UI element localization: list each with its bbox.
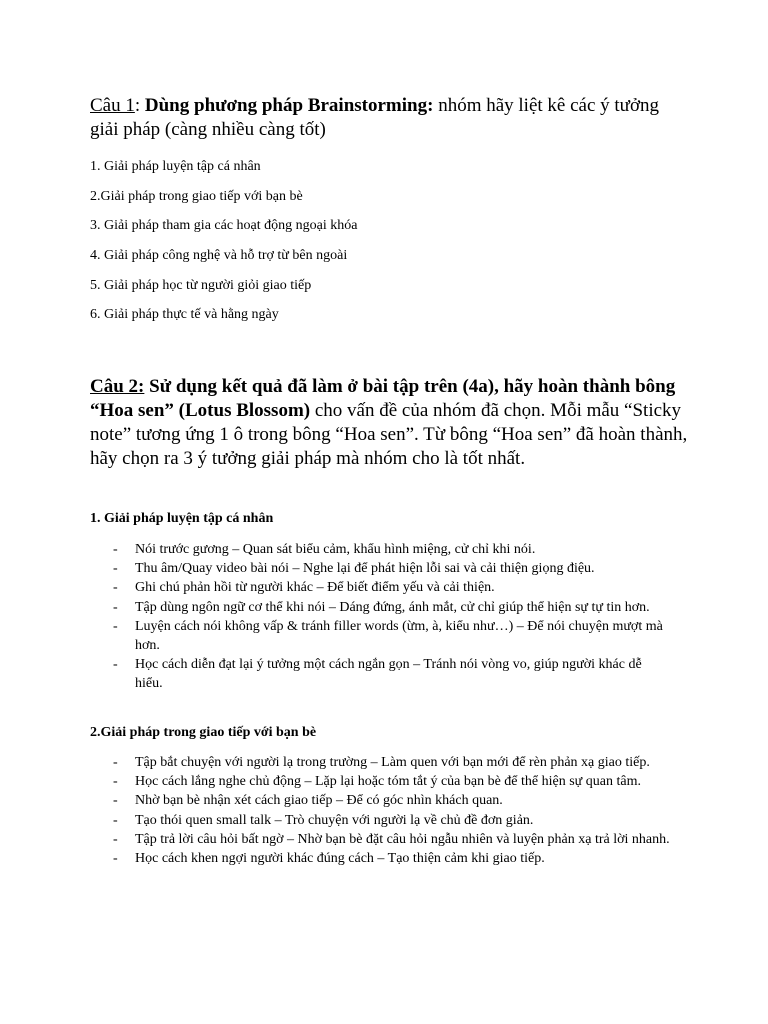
question-2-heading — [90, 375, 690, 471]
bullet-dash: - — [113, 561, 118, 577]
list-item: 1. Giải pháp luyện tập cá nhân — [90, 159, 261, 174]
list-item — [90, 811, 670, 830]
list-item — [90, 753, 670, 772]
question-1-bold-text: Dùng phương pháp Brainstorming: — [144, 95, 434, 116]
question-2-bold-text: Sử dụng kết quả đã làm ở bài tập trên (4a), hãy hoàn thành bông “Hoa sen” (Lotus Blossom) — [90, 376, 676, 421]
bullet-dash: - — [113, 618, 118, 634]
bullet-dash: - — [113, 542, 118, 557]
question-2-label: Câu 2: — [90, 376, 145, 397]
list-item — [90, 655, 670, 693]
section-1-heading: 1. Giải pháp luyện tập cá nhân — [90, 511, 274, 526]
list-item — [90, 830, 670, 849]
list-item: 2.Giải pháp trong giao tiếp với bạn bè — [90, 188, 303, 204]
bullet-dash: - — [113, 599, 118, 615]
list-item: 6. Giải pháp thực tế và hằng ngày — [90, 307, 279, 323]
question-1-heading — [90, 94, 690, 142]
section-1-bullet-list — [90, 540, 670, 694]
section-2-heading: 2.Giải pháp trong giao tiếp với bạn bè — [90, 725, 317, 740]
list-item: 5. Giải pháp học từ người giỏi giao tiếp — [90, 277, 312, 293]
section-2-bullet-list — [90, 753, 670, 868]
bullet-text: Tạo thói quen small talk – Trò chuyện với người lạ về chủ đề đơn giản. — [135, 812, 534, 828]
bullet-text: Thu âm/Quay video bài nói – Nghe lại để phát hiện lỗi sai và cải thiện giọng điệu. — [135, 561, 595, 577]
bullet-text: Nhờ bạn bè nhận xét cách giao tiếp – Để có góc nhìn khách quan. — [135, 793, 503, 809]
bullet-dash: - — [113, 774, 118, 790]
list-item: 3. Giải pháp tham gia các hoạt động ngoại khóa — [90, 218, 358, 234]
bullet-text: Nói trước gương – Quan sát biểu cảm, khẩu hình miệng, cử chỉ khi nói. — [135, 542, 536, 557]
list-item — [90, 772, 670, 791]
bullet-text: Luyện cách nói không vấp & tránh filler words (ừm, à, kiểu như…) – Để nói chuyện mượt mà hơn. — [135, 618, 663, 654]
question-1-list — [90, 157, 690, 335]
bullet-dash: - — [113, 851, 118, 867]
bullet-text: Học cách khen ngợi người khác đúng cách – Tạo thiện cảm khi giao tiếp. — [135, 851, 545, 867]
list-item — [90, 578, 670, 597]
bullet-text: Học cách lắng nghe chủ động – Lặp lại hoặc tóm tắt ý của bạn bè để thể hiện sự quan tâm. — [135, 774, 641, 790]
question-1-text: nhóm hãy liệt kê các ý tưởng giải pháp (càng nhiều càng tốt) — [90, 95, 660, 140]
bullet-dash: - — [113, 580, 118, 596]
list-item — [90, 559, 670, 578]
bullet-dash: - — [113, 657, 118, 673]
question-1-separator: : — [134, 95, 145, 116]
bullet-text: Tập trả lời câu hỏi bất ngờ – Nhờ bạn bè đặt câu hỏi ngẫu nhiên và luyện phản xạ trả lời nhanh. — [135, 831, 670, 847]
list-item — [90, 849, 670, 868]
bullet-dash: - — [113, 755, 118, 770]
list-item — [90, 598, 670, 617]
bullet-text: Tập dùng ngôn ngữ cơ thể khi nói – Dáng đứng, ánh mắt, cử chỉ giúp thể hiện sự tự tin hơn. — [135, 599, 650, 615]
bullet-text: Tập bắt chuyện với người lạ trong trường – Làm quen với bạn mới để rèn phản xạ giao tiếp. — [135, 755, 650, 770]
question-1-label: Câu 1 — [90, 95, 135, 116]
bullet-text: Học cách diễn đạt lại ý tưởng một cách ngắn gọn – Tránh nói vòng vo, giúp người khác dễ hiểu. — [135, 657, 642, 692]
bullet-text: Ghi chú phản hồi từ người khác – Để biết điểm yếu và cải thiện. — [135, 580, 495, 596]
list-item: 4. Giải pháp công nghệ và hỗ trợ từ bên ngoài — [90, 248, 348, 264]
bullet-dash: - — [113, 793, 118, 809]
list-item — [90, 540, 670, 559]
question-2-text: cho vấn đề của nhóm đã chọn. Mỗi mẫu “Sticky note” tương ứng 1 ô trong bông “Hoa sen”. Từ bông “Hoa sen” đã hoàn thành, hãy chọn ra 3 ý tưởng giải pháp mà nhóm cho là tốt nhất. — [90, 400, 688, 469]
bullet-dash: - — [113, 812, 118, 828]
list-item — [90, 617, 670, 655]
bullet-dash: - — [113, 831, 118, 847]
list-item — [90, 791, 670, 810]
